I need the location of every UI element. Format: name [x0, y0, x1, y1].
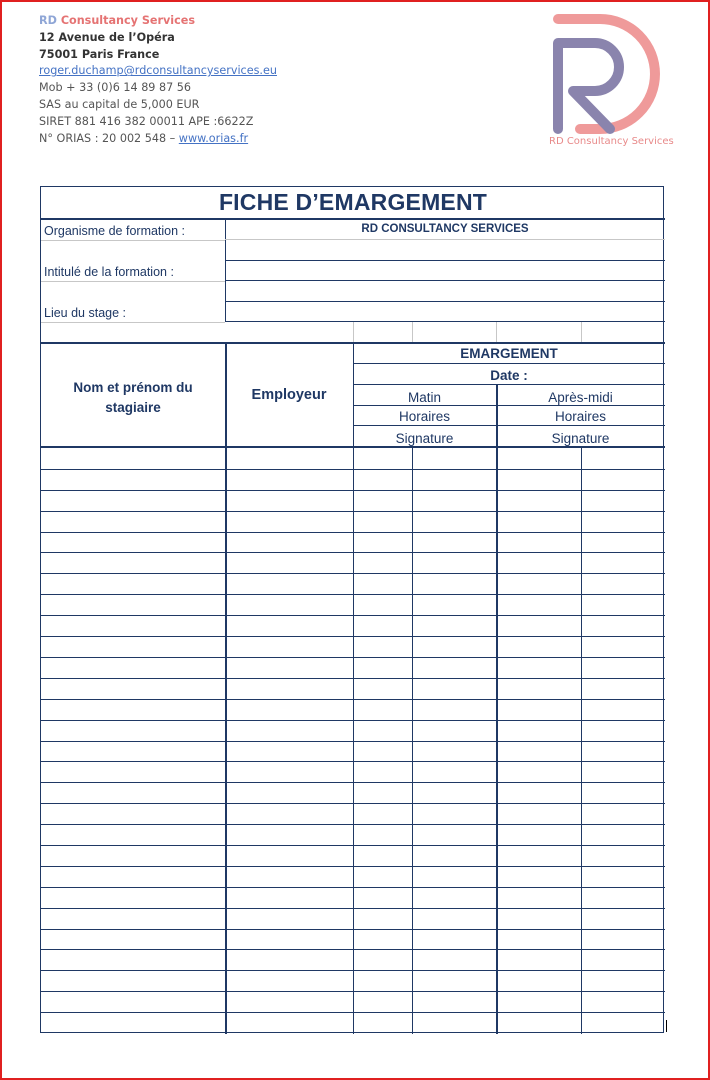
- place-value-topline: [225, 301, 665, 302]
- matin-apres-midi-border: [496, 384, 498, 1034]
- org-value-underline: [225, 239, 665, 240]
- table-row-divider: [41, 803, 665, 804]
- training-value-topline: [225, 260, 665, 261]
- organisme-value: RD CONSULTANCY SERVICES: [361, 223, 529, 235]
- spacer-row-divider-2: [496, 322, 497, 342]
- header-signature-matin: Signature: [395, 431, 454, 446]
- header-apres-midi: Après-midi: [548, 390, 613, 405]
- header-employer-col: Employeur: [251, 387, 327, 403]
- table-row-divider: [41, 490, 665, 491]
- company-name: RD Consultancy Services: [39, 14, 195, 27]
- table-row-divider: [41, 741, 665, 742]
- table-row-divider: [41, 824, 665, 825]
- header-signature-apres-midi: Signature: [551, 431, 610, 446]
- emargement-divider: [353, 363, 665, 364]
- horaires-divider: [353, 425, 665, 426]
- table-row-divider: [41, 761, 665, 762]
- table-row-divider: [41, 615, 665, 616]
- lieu-label: Lieu du stage :: [44, 306, 127, 320]
- header-matin: Matin: [407, 390, 441, 405]
- header-emargement: EMARGEMENT: [460, 346, 558, 361]
- logo-d-letter: [558, 19, 655, 129]
- header-name-col: Nom et prénom du stagiaire: [73, 380, 193, 415]
- table-row-divider: [41, 887, 665, 888]
- apres-midi-sub-divider: [581, 446, 582, 1034]
- table-row-divider: [41, 678, 665, 679]
- attendance-sheet: [40, 186, 664, 1033]
- company-capital: SAS au capital de 5,000 EUR: [39, 97, 200, 111]
- company-address-street: 12 Avenue de l’Opéra: [39, 30, 175, 44]
- table-row-divider: [41, 594, 665, 595]
- title-divider: [41, 218, 665, 220]
- company-address-city: 75001 Paris France: [39, 47, 160, 61]
- company-mobile: Mob + 33 (0)6 14 89 87 56: [39, 81, 192, 95]
- table-row-divider: [41, 782, 665, 783]
- orias-link[interactable]: www.orias.fr: [178, 131, 249, 145]
- header-horaires-matin: Horaires: [398, 409, 450, 424]
- organisme-label: Organisme de formation :: [44, 224, 186, 238]
- rd-logo-icon: [540, 12, 680, 152]
- matin-sub-divider: [412, 446, 413, 1034]
- training-value-underline: [225, 280, 665, 281]
- company-header: [39, 13, 277, 147]
- table-row-divider: [41, 552, 665, 553]
- table-row-divider: [41, 573, 665, 574]
- spacer-row-divider-0: [353, 322, 354, 342]
- table-row-divider: [41, 1012, 665, 1013]
- table-row-divider: [41, 949, 665, 950]
- table-row-divider: [41, 636, 665, 637]
- header-bottom-border: [41, 446, 665, 448]
- table-row-divider: [41, 720, 665, 721]
- spacer-row-divider-1: [412, 322, 413, 342]
- info-value-divider: [225, 219, 226, 322]
- table-row-divider: [41, 908, 665, 909]
- logo-caption: RD Consultancy Services: [549, 136, 674, 147]
- date-divider: [353, 384, 665, 385]
- table-row-divider: [41, 929, 665, 930]
- logo-r-letter: [558, 43, 619, 129]
- table-row-divider: [41, 866, 665, 867]
- table-row-divider: [41, 532, 665, 533]
- table-row-divider: [41, 991, 665, 992]
- company-email-link[interactable]: roger.duchamp@rdconsultancyservices.eu: [39, 64, 277, 78]
- text-cursor: [666, 1020, 667, 1032]
- place-row-divider: [41, 322, 225, 323]
- org-row-divider: [41, 240, 225, 241]
- company-orias: N° ORIAS : 20 002 548 – www.orias.fr: [39, 131, 249, 145]
- formation-label: Intitulé de la formation :: [44, 265, 174, 279]
- session-divider: [353, 405, 665, 406]
- header-date: Date :: [490, 368, 528, 383]
- training-row-divider: [41, 281, 225, 282]
- sheet-title: FICHE D’EMARGEMENT: [218, 189, 488, 215]
- table-row-divider: [41, 845, 665, 846]
- spacer-row-divider-3: [581, 322, 582, 342]
- place-value-underline: [225, 321, 665, 322]
- table-row-divider: [41, 469, 665, 470]
- table-row-divider: [41, 511, 665, 512]
- table-row-divider: [41, 657, 665, 658]
- table-row-divider: [41, 699, 665, 700]
- company-siret: SIRET 881 416 382 00011 APE :6622Z: [39, 114, 254, 128]
- header-horaires-apres-midi: Horaires: [554, 409, 606, 424]
- table-row-divider: [41, 970, 665, 971]
